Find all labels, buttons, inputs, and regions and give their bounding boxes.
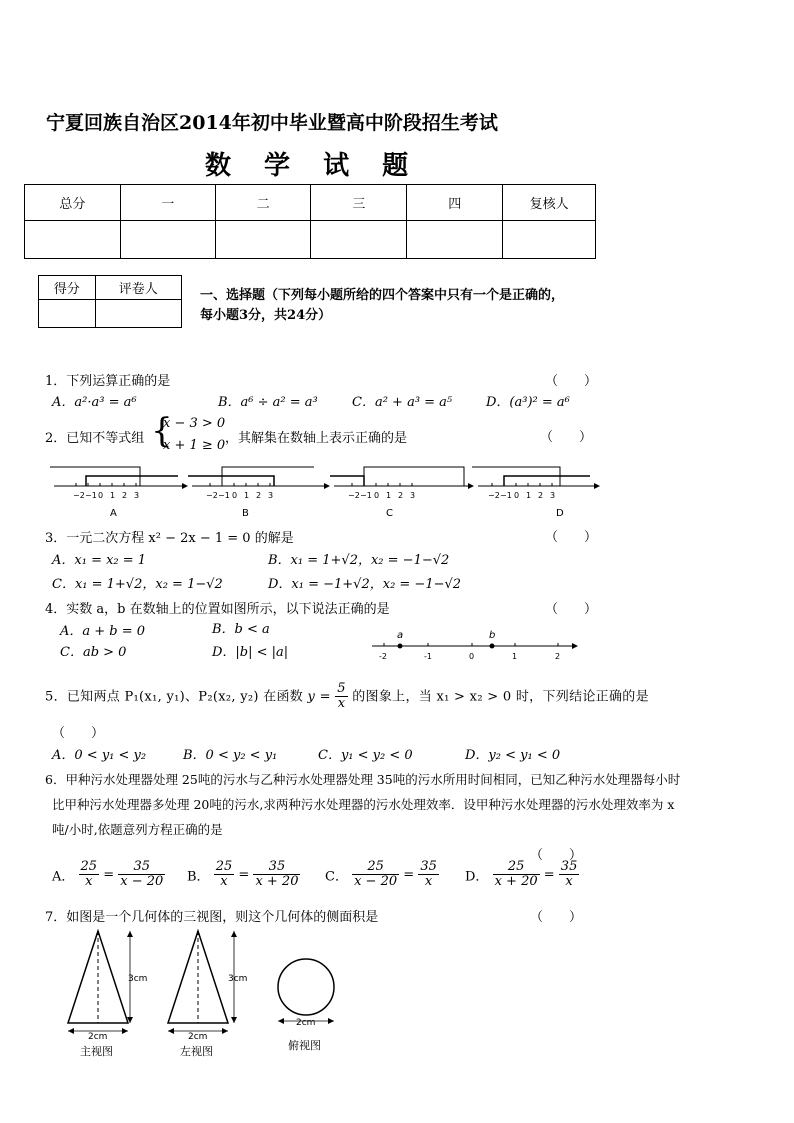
q6-b-right [253,860,300,890]
q5-stem-pre: 5．已知两点 P₁(x₁, y₁)、P₂(x₂, y₂) 在函数 [45,689,304,705]
q5-answer-paren[interactable]: （ ） [52,726,105,741]
score-cell[interactable] [120,221,215,259]
q6-b-left-num: 25 [215,859,233,874]
q2-c-tick: 1 [386,491,392,500]
q3-option-d: D．x₁ = −1+√2，x₂ = −1−√2 [268,577,462,592]
q2-a-tick: −1 [85,491,97,500]
q6-a-right-num: 35 [118,860,165,875]
q2-a-tick: 0 [98,491,104,500]
q2-d-tick: 3 [550,491,556,500]
q1-stem: 1．下列运算正确的是 [45,374,171,389]
q2-label-b: B [242,508,249,519]
q1-option-b: B．a⁶ ÷ a² = a³ [218,395,318,410]
q2-line-d [472,467,600,519]
q6-option-b [187,860,300,890]
q2-stem-post: ，其解集在数轴上表示正确的是 [225,431,408,446]
section1-heading-2: 每小题3分，共24分） [200,308,332,323]
q2-line-c [330,467,474,519]
grader-cell[interactable] [95,300,181,328]
exam-subtitle: 数 学 试 题 [205,151,421,181]
q4-point-a: a [397,630,404,641]
q7-side-height: 3cm [228,974,248,984]
score-cell[interactable] [407,221,503,259]
q4-tick: 1 [512,652,518,661]
q6-a-eq: = [103,867,115,883]
q2-b-tick: 3 [268,491,274,500]
q5-func-den: x [337,696,346,712]
score-cell[interactable] [25,221,121,259]
q2-b-tick: 2 [256,491,262,500]
q6-d-right-den: x [565,874,573,890]
grader-table [38,275,182,328]
q5-func-lhs: y = [307,689,331,705]
q2-d-tick: 0 [514,491,520,500]
q7-front-height: 3cm [128,974,148,984]
q2-line2: x + 1 ≥ 0 [163,438,226,453]
q6-a-left-num: 25 [80,859,98,874]
q4-tick: -2 [379,652,387,661]
score-table [24,184,596,259]
q4-option-b: B．b < a [212,622,270,637]
q1-option-a: A．a²·a³ = a⁶ [52,395,137,410]
q2-d-tick: 2 [538,491,544,500]
q7-stem: 7．如图是一个几何体的三视图，则这个几何体的侧面积是 [45,910,379,925]
q2-a-tick: 3 [134,491,140,500]
q5-option-a: A．0 < y₁ < y₂ [52,748,147,763]
q6-option-d [465,860,579,890]
q6-option-a [52,860,165,890]
q3-stem: 3．一元二次方程 x² − 2x − 1 = 0 的解是 [45,531,294,546]
q6-c-label: C． [325,869,348,885]
q7-front-view [68,931,147,1058]
q4-tick: -1 [424,652,432,661]
q7-top-label: 俯视图 [288,1039,321,1052]
q6-b-label: B． [187,869,210,885]
q2-b-tick: 0 [232,491,238,500]
q7-side-view [168,931,247,1058]
q6-b-left-den: x [220,874,228,890]
q5-stem-post: 的图象上，当 x₁ > x₂ > 0 时，下列结论正确的是 [352,689,649,705]
q7-top-width: 2cm [296,1018,316,1028]
q6-a-right-den: x − 20 [120,874,164,890]
q3-option-a: A．x₁ = x₂ = 1 [52,553,147,568]
exam-title: 宁夏回族自治区2014年初中毕业暨高中阶段招生考试 [46,112,498,134]
q4-point-b-dot [490,644,495,649]
q5-option-d: D．y₂ < y₁ < 0 [465,748,561,763]
q6-d-left-num: 25 [493,860,540,875]
q6-d-left [493,860,540,890]
q6-answer-paren[interactable]: （ ） [530,848,583,863]
q6-line3: 吨/小时,依题意列方程正确的是 [52,822,223,837]
q6-d-right-num: 35 [560,859,578,874]
q4-point-b: b [489,630,496,641]
q6-b-left [214,860,235,890]
q6-d-eq: = [543,867,555,883]
q7-front-label: 主视图 [80,1045,113,1058]
q6-line2: 比甲种污水处理器多处理 20吨的污水,求两种污水处理器的污水处理效率．设甲种污水处理器的污水处理效率为 x [52,797,675,812]
q2-label-d: D [556,508,564,519]
q2-number-lines [40,458,610,522]
q2-d-tick: −1 [500,491,512,500]
q1-option-d: D．(a³)² = a⁶ [486,395,570,410]
score-cell[interactable] [503,221,596,259]
q6-a-label: A． [52,869,75,885]
q4-point-a-dot [398,644,403,649]
q5-option-c: C．y₁ < y₂ < 0 [318,748,413,763]
q7-answer-paren[interactable]: （ ） [530,910,583,925]
score-header-3: 三 [311,185,407,221]
q6-line1: 6．甲种污水处理器处理 25吨的污水与乙种污水处理器处理 35吨的污水所用时间相同，已知乙种污水处理器每小时 [45,772,681,787]
q6-a-right [118,860,165,890]
q5-func-num: 5 [337,681,346,696]
q2-c-tick: −1 [360,491,372,500]
q2-brace: { [151,411,173,451]
q4-answer-paren[interactable]: （ ） [545,602,598,617]
score-header-2: 二 [215,185,311,221]
q4-option-a: A．a + b = 0 [60,624,146,639]
q2-a-tick: 1 [110,491,116,500]
grader-header-grader: 评卷人 [95,276,181,300]
q7-three-views [60,925,360,1060]
q3-option-b: B．x₁ = 1+√2，x₂ = −1−√2 [268,553,450,568]
q6-b-right-num: 35 [253,860,300,875]
q2-c-tick: 2 [398,491,404,500]
q4-number-line [368,624,580,664]
q2-b-tick: 1 [244,491,250,500]
q2-stem-pre: 2．已知不等式组 [45,431,145,446]
q6-option-c [325,860,439,890]
section1-heading: 一、选择题（下列每小题所给的四个答案中只有一个是正确的， [200,288,565,303]
grader-header-score: 得分 [39,276,96,300]
q6-c-eq: = [403,867,415,883]
score-header-1: 一 [120,185,215,221]
q2-label-a: A [110,508,117,519]
grader-cell[interactable] [39,300,96,328]
q5-stem [45,682,649,712]
score-cell[interactable] [311,221,407,259]
q6-c-left [352,860,399,890]
q1-option-c: C．a² + a³ = a⁵ [352,395,453,410]
q2-a-tick: 2 [122,491,128,500]
q4-tick: 2 [555,652,561,661]
q7-side-width: 2cm [188,1032,208,1042]
q6-d-left-den: x + 20 [494,874,538,890]
q6-b-right-den: x + 20 [255,874,299,890]
q6-c-right-num: 35 [420,859,437,874]
q6-c-right [418,860,439,890]
q6-c-left-num: 25 [352,860,399,875]
score-header-reviewer: 复核人 [503,185,596,221]
score-cell[interactable] [215,221,311,259]
q4-option-c: C．ab > 0 [60,645,127,660]
q2-b-tick: −1 [218,491,230,500]
q3-answer-paren[interactable]: （ ） [545,530,598,545]
q1-answer-paren[interactable]: （ ） [545,374,598,389]
q2-line-b [188,467,330,519]
q6-c-left-den: x − 20 [354,874,398,890]
q2-c-tick: −2 [348,491,360,500]
q2-answer-paren[interactable]: （ ） [540,430,593,445]
q3-option-c: C．x₁ = 1+√2，x₂ = 1−√2 [52,577,223,592]
q6-c-right-den: x [424,874,433,890]
q6-d-right [559,860,580,890]
q6-a-left-den: x [85,874,93,890]
q4-stem: 4．实数 a，b 在数轴上的位置如图所示，以下说法正确的是 [45,602,390,617]
q4-tick: 0 [469,652,475,661]
q5-func-frac [335,682,348,712]
q4-option-d: D．|b| < |a| [212,645,289,660]
q2-d-tick: −2 [488,491,500,500]
q7-top-view [278,959,334,1052]
q2-b-tick: −2 [206,491,218,500]
q6-a-left [79,860,100,890]
q2-line-a [50,467,188,519]
q5-option-b: B．0 < y₂ < y₁ [183,748,278,763]
q7-front-width: 2cm [88,1032,108,1042]
q2-label-c: C [386,508,393,519]
score-header-total: 总分 [25,185,121,221]
q2-line1: x − 3 > 0 [163,416,226,431]
q2-c-tick: 0 [374,491,380,500]
q2-c-tick: 3 [410,491,416,500]
q2-d-tick: 1 [526,491,532,500]
q2-a-tick: −2 [73,491,85,500]
q6-b-eq: = [238,867,250,883]
q7-side-label: 左视图 [180,1045,213,1058]
score-header-4: 四 [407,185,503,221]
q6-d-label: D． [465,869,489,885]
